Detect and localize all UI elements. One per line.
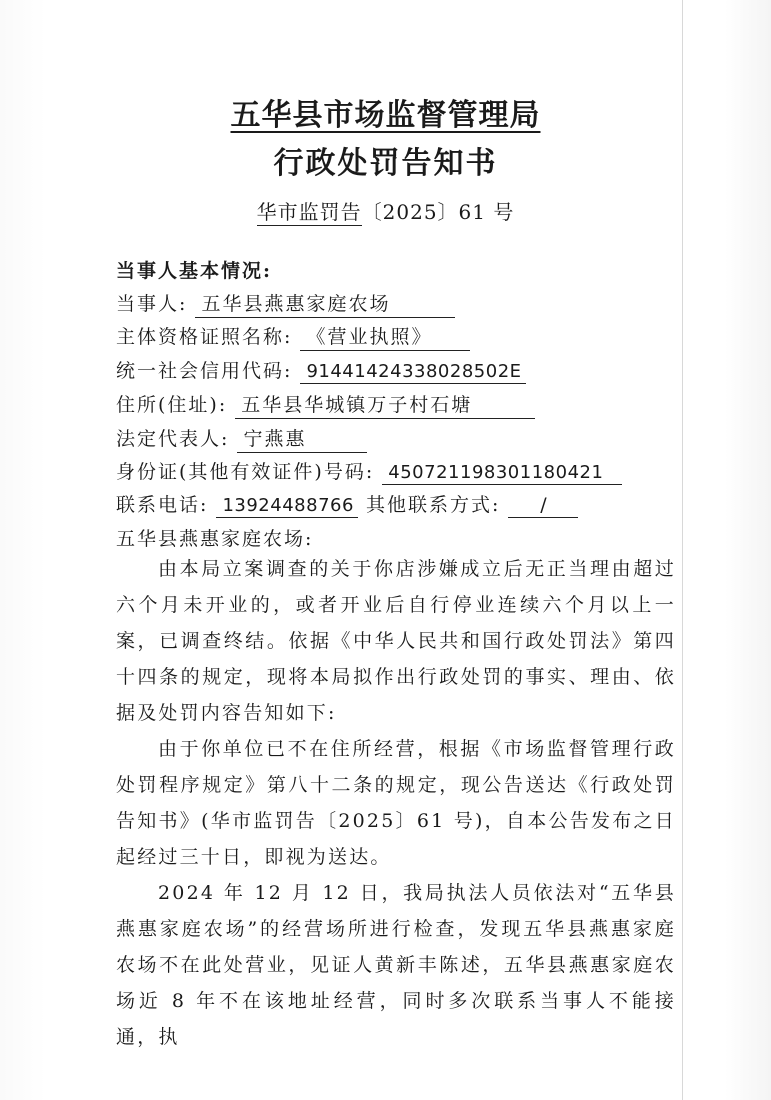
address-value: 五华县华城镇万子村石塘 [235,390,535,419]
party-label: 当事人: [116,293,188,315]
document-title: 行政处罚告知书 [273,146,498,181]
credit-code-row [116,356,526,384]
agency-title [0,90,771,134]
credit-code-label: 统一社会信用代码: [116,360,293,382]
credit-code-value: 91441424338028502E [300,361,525,384]
doc-number-year: 〔2025〕 [361,200,459,224]
id-value: 450721198301180421 [382,462,622,485]
phone-label: 联系电话: [116,494,209,516]
license-row [116,322,470,351]
other-contact-value: / [508,494,578,518]
paragraph-1: 由本局立案调查的关于你店涉嫌成立后无正当理由超过六个月未开业的，或者开业后自行停业连续六个月以上一案，已调查终结。依据《中华人民共和国行政处罚法》第四十四条的规定，现将本局拟作出行政处罚的事实、理由、依据及处罚内容告知如下: [116,558,676,724]
other-contact-label: 其他联系方式: [365,494,501,516]
address-row [116,390,535,419]
paragraph-2: 由于你单位已不在住所经营，根据《市场监督管理行政处罚程序规定》第八十二条的规定，现公告送达《行政处罚告知书》(华市监罚告〔2025〕61 号)，自本公告发布之日起经过三十日，即视为送达。 [116,738,676,868]
contact-row [116,490,578,518]
id-label: 身份证(其他有效证件)号码: [116,461,375,483]
salutation: 五华县燕惠家庭农场: [116,528,314,550]
agency-name: 五华县市场监督管理局 [230,98,541,133]
legal-rep-value: 宁燕惠 [237,424,367,453]
license-label: 主体资格证照名称: [116,326,293,348]
party-row [116,289,455,318]
legal-rep-row [116,424,367,453]
doc-number-prefix: 华市监罚告 [256,200,362,224]
doc-number-suffix: 61 号 [458,200,515,224]
phone-value: 13924488766 [216,495,357,518]
party-value: 五华县燕惠家庭农场 [195,289,455,318]
document-number [0,196,771,225]
legal-rep-label: 法定代表人: [116,428,230,450]
address-label: 住所(住址): [116,394,228,416]
license-value: 《营业执照》 [300,322,470,351]
paragraph-3: 2024 年 12 月 12 日，我局执法人员依法对“五华县燕惠家庭农场”的经营场所进行检查，发现五华县燕惠家庭农场不在此处营业，见证人黄新丰陈述，五华县燕惠家庭农场近 8 年不在该地址经营，同时多次联系当事人不能接通，执 [116,882,676,1048]
party-section-title: 当事人基本情况: [116,260,273,282]
id-row [116,457,622,485]
